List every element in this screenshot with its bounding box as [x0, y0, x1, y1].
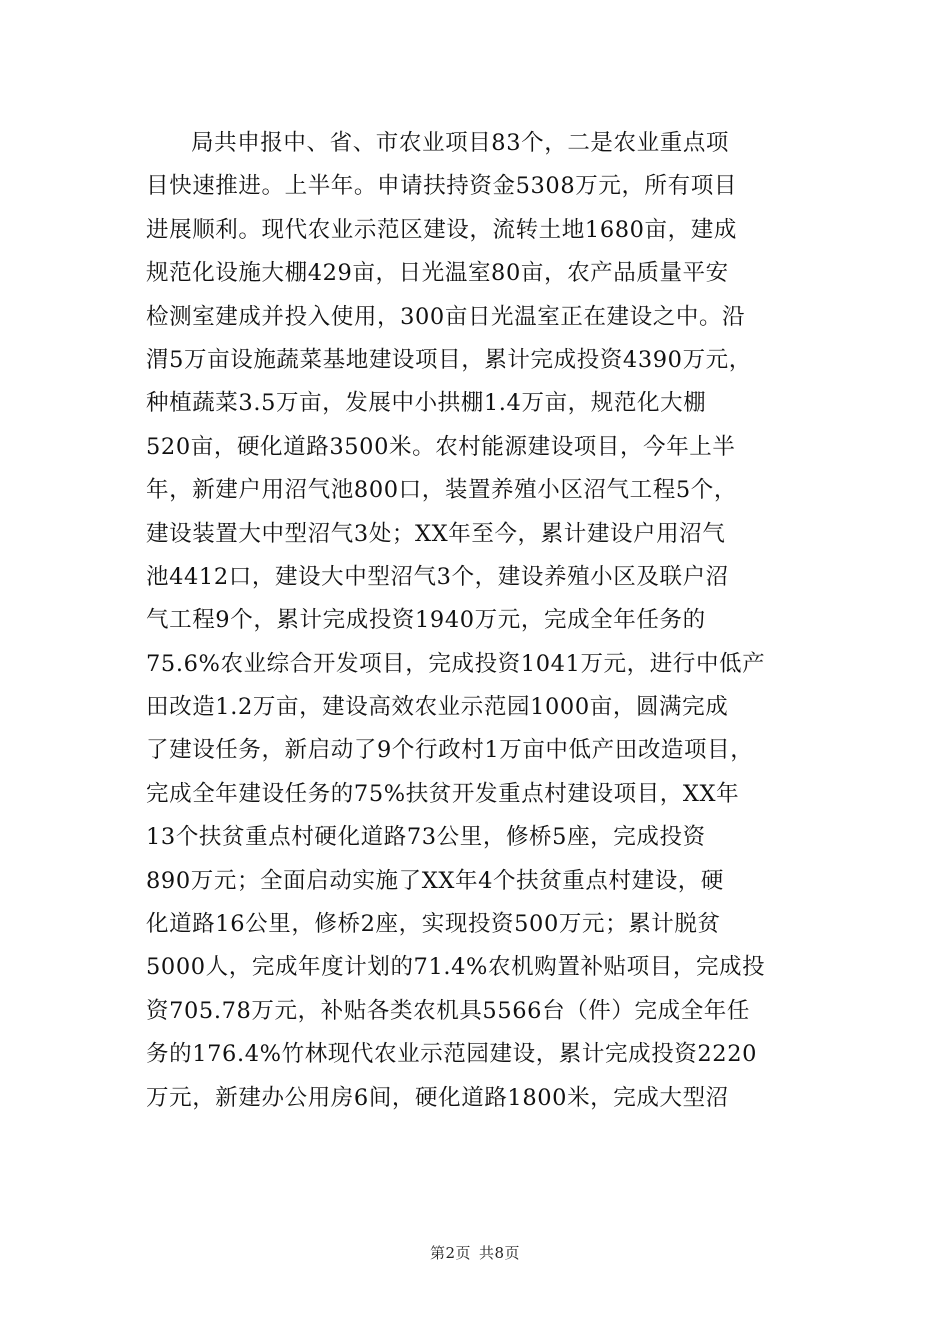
page-footer [0, 1242, 950, 1263]
text-line: 520亩，硬化道路3500米。农村能源建设项目，今年上半 [146, 433, 736, 460]
page-number: 第2页 [429, 1244, 471, 1262]
text-line: 化道路16公里，修桥2座，实现投资500万元；累计脱贫 [146, 911, 721, 938]
text-line: 气工程9个，累计完成投资1940万元，完成全年任务的 [146, 607, 706, 634]
text-line: 了建设任务，新启动了9个行政村1万亩中低产田改造项目， [146, 737, 754, 764]
text-line: 规范化设施大棚429亩，日光温室80亩，农产品质量平安 [146, 260, 729, 287]
text-line: 池4412口，建设大中型沼气3个，建设养殖小区及联户沼 [146, 563, 729, 590]
body-text [146, 122, 826, 1120]
text-line: 890万元；全面启动实施了XX年4个扶贫重点村建设，硬 [146, 867, 724, 894]
text-line: 局共申报中、省、市农业项目83个，二是农业重点项 [191, 130, 730, 156]
text-line: 目快速推进。上半年。申请扶持资金5308万元，所有项目 [146, 173, 737, 200]
text-line: 种植蔬菜3.5万亩，发展中小拱棚1.4万亩，规范化大棚 [146, 390, 707, 417]
text-line: 渭5万亩设施蔬菜基地建设项目，累计完成投资4390万元， [146, 346, 752, 373]
text-line: 万元，新建办公用房6间，硬化道路1800米，完成大型沼 [146, 1084, 729, 1111]
text-line: 田改造1.2万亩，建设高效农业示范园1000亩，圆满完成 [146, 694, 729, 721]
text-line: 13个扶贫重点村硬化道路73公里，修桥5座，完成投资 [146, 824, 706, 851]
text-line: 检测室建成并投入使用，300亩日光温室正在建设之中。沿 [146, 303, 746, 330]
text-line: 资705.78万元，补贴各类农机具5566台（件）完成全年任 [146, 997, 750, 1024]
text-line: 75.6%农业综合开发项目，完成投资1041万元，进行中低产 [146, 650, 766, 677]
text-line: 务的176.4%竹林现代农业示范园建设，累计完成投资2220 [146, 1041, 758, 1068]
page-total: 共8页 [479, 1244, 521, 1262]
text-line: 年，新建户用沼气池800口，装置养殖小区沼气工程5个， [146, 477, 737, 504]
text-line: 建设装置大中型沼气3处；XX年至今，累计建设户用沼气 [146, 520, 726, 547]
text-line: 完成全年建设任务的75%扶贫开发重点村建设项目，XX年 [146, 780, 740, 807]
text-line: 进展顺利。现代农业示范区建设，流转土地1680亩，建成 [146, 216, 737, 243]
text-line: 5000人，完成年度计划的71.4%农机购置补贴项目，完成投 [146, 954, 766, 981]
